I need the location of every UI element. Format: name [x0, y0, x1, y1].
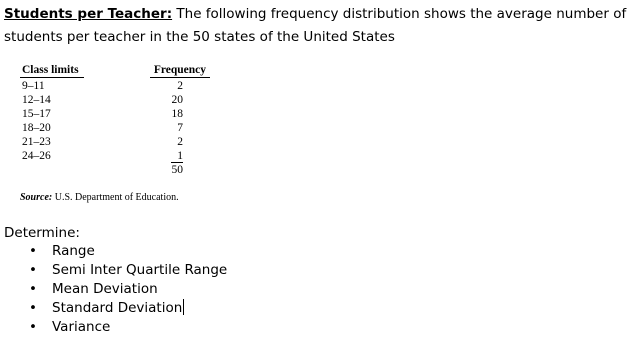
determine-heading: Determine:: [4, 225, 80, 241]
class-limit-cell: 15–17: [22, 108, 51, 120]
task-range: Range: [52, 243, 95, 259]
bullet-icon: •: [29, 243, 37, 259]
table-header: [20, 62, 210, 79]
frequency-cell: 2: [177, 80, 183, 92]
table-row: [20, 93, 210, 107]
bullet-icon: •: [29, 262, 37, 278]
table-row: [20, 121, 210, 135]
intro-paragraph: [4, 3, 634, 49]
frequency-cell: 20: [171, 94, 183, 106]
source-text: U.S. Department of Education.: [52, 192, 179, 203]
bullet-icon: •: [29, 281, 37, 297]
table-row: [20, 149, 210, 163]
bullet-icon: •: [29, 300, 37, 316]
text-cursor: [183, 299, 184, 315]
source-note: [20, 192, 179, 203]
source-label: Source:: [20, 192, 53, 203]
frequency-total: 50: [171, 164, 183, 176]
frequency-cell: 2: [177, 136, 183, 148]
frequency-cell: 1: [177, 150, 183, 162]
header-frequency: Frequency: [153, 64, 206, 76]
frequency-cell: 18: [171, 108, 183, 120]
task-variance: Variance: [52, 319, 111, 335]
task-mean-deviation: Mean Deviation: [52, 281, 158, 297]
total-row: [20, 163, 210, 177]
frequency-table: [20, 62, 210, 177]
table-row: [20, 107, 210, 121]
table-row: [20, 135, 210, 149]
task-semi-iqr: Semi Inter Quartile Range: [52, 262, 228, 278]
table-row: [20, 79, 210, 93]
frequency-cell: 7: [177, 122, 183, 134]
class-limit-cell: 21–23: [22, 136, 51, 148]
task-standard-deviation-line[interactable]: [52, 299, 184, 318]
task-standard-deviation: Standard Deviation: [52, 300, 183, 316]
intro-text: The following frequency distribution shows the average number of students per teacher in the 50 states of the United States: [4, 6, 627, 45]
class-limit-cell: 12–14: [22, 94, 51, 106]
header-class-limits: Class limits: [22, 64, 79, 76]
bullet-icon: •: [29, 319, 37, 335]
header-underline: [150, 77, 210, 78]
class-limit-cell: 18–20: [22, 122, 51, 134]
class-limit-cell: 9–11: [22, 80, 45, 92]
class-limit-cell: 24–26: [22, 150, 51, 162]
intro-lead: Students per Teacher:: [4, 6, 173, 22]
header-underline: [20, 77, 84, 78]
